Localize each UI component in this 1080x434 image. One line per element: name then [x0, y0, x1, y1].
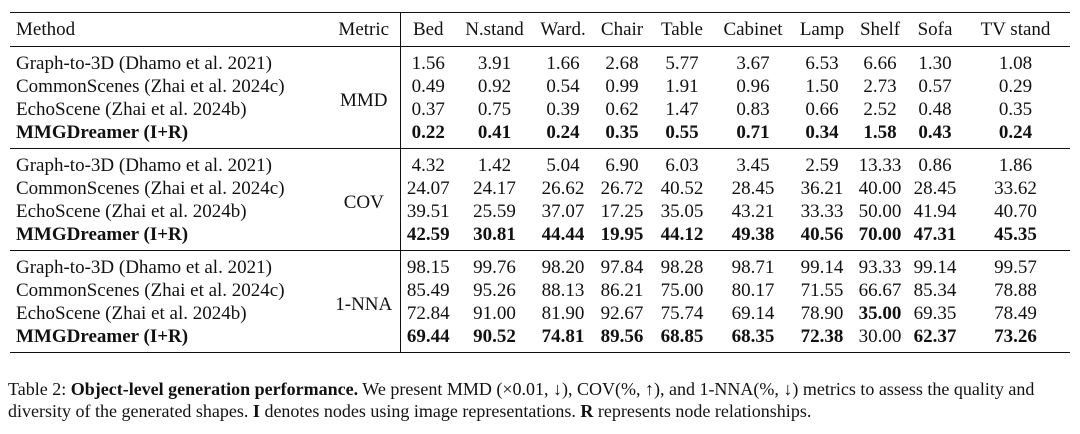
value-cell: 33.33 [800, 201, 844, 222]
value-cell: 24.07 [406, 178, 450, 199]
caption-text-3: represents node relationships. [593, 401, 812, 421]
value-cell: 72.38 [800, 326, 844, 347]
method-cell: CommonScenes (Zhai et al. 2024c) [16, 76, 285, 97]
value-cell: 78.88 [994, 280, 1037, 301]
value-cell: 44.44 [541, 224, 585, 245]
value-cell: 2.59 [805, 155, 839, 176]
value-cell: 66.67 [858, 280, 902, 301]
value-cell: 45.35 [994, 224, 1037, 245]
table-row [10, 325, 1070, 353]
value-cell: 0.24 [998, 122, 1033, 143]
value-cell: 28.45 [731, 178, 775, 199]
value-cell: 0.35 [605, 122, 639, 143]
value-cell: 81.90 [541, 303, 585, 324]
method-cell: Graph-to-3D (Dhamo et al. 2021) [16, 53, 272, 74]
value-cell: 1.30 [918, 53, 952, 74]
value-cell: 93.33 [858, 257, 902, 278]
value-cell: 0.35 [998, 99, 1033, 120]
value-cell: 1.50 [805, 76, 839, 97]
value-cell: 0.41 [477, 122, 512, 143]
value-cell: 41.94 [913, 201, 957, 222]
value-cell: 80.17 [731, 280, 775, 301]
method-cell: Graph-to-3D (Dhamo et al. 2021) [16, 257, 272, 278]
value-cell: 99.57 [994, 257, 1037, 278]
value-cell: 4.32 [411, 155, 445, 176]
value-cell: 91.00 [473, 303, 516, 324]
value-cell: 6.53 [805, 53, 839, 74]
caption-title: Object-level generation performance. [70, 379, 359, 399]
value-cell: 0.39 [546, 99, 580, 120]
value-cell: 49.38 [731, 224, 775, 245]
value-cell: 95.26 [473, 280, 516, 301]
value-cell: 50.00 [858, 201, 902, 222]
value-cell: 0.22 [411, 122, 445, 143]
value-cell: 0.49 [411, 76, 445, 97]
value-cell: 0.75 [477, 99, 512, 120]
value-cell: 0.43 [918, 122, 952, 143]
value-cell: 30.00 [858, 326, 902, 347]
value-cell: 86.21 [600, 280, 644, 301]
value-cell: 40.70 [994, 201, 1037, 222]
value-cell: 1.56 [411, 53, 445, 74]
table-caption [8, 378, 1074, 422]
value-cell: 0.55 [665, 122, 699, 143]
value-cell: 1.58 [863, 122, 897, 143]
header-col-sofa: Sofa [917, 19, 953, 40]
value-cell: 5.04 [546, 155, 580, 176]
value-cell: 0.71 [736, 122, 770, 143]
header-col-nstand: N.stand [465, 19, 524, 40]
value-cell: 98.15 [406, 257, 450, 278]
table-row [10, 98, 1070, 121]
value-cell: 0.96 [736, 76, 770, 97]
value-cell: 68.35 [731, 326, 775, 347]
value-cell: 13.33 [858, 155, 902, 176]
value-cell: 6.66 [863, 53, 897, 74]
value-cell: 44.12 [660, 224, 704, 245]
method-cell: EchoScene (Zhai et al. 2024b) [16, 303, 247, 324]
value-cell: 99.76 [473, 257, 516, 278]
value-cell: 6.90 [605, 155, 639, 176]
caption-text-2: denotes nodes using image representations. [259, 401, 581, 421]
value-cell: 75.00 [660, 280, 704, 301]
value-cell: 0.37 [411, 99, 445, 120]
value-cell: 1.66 [546, 53, 580, 74]
table-row [10, 200, 1070, 223]
value-cell: 24.17 [473, 178, 516, 199]
value-cell: 99.14 [800, 257, 844, 278]
value-cell: 0.34 [805, 122, 839, 143]
header-col-tvstand: TV stand [980, 19, 1051, 40]
table-row [10, 302, 1070, 325]
table-row [10, 223, 1070, 251]
value-cell: 92.67 [600, 303, 644, 324]
value-cell: 90.52 [473, 326, 516, 347]
value-cell: 88.13 [541, 280, 585, 301]
metric-group-2 [10, 251, 1070, 353]
metric-cell: 1-NNA [328, 251, 400, 353]
value-cell: 3.91 [477, 53, 512, 74]
value-cell: 0.29 [998, 76, 1033, 97]
value-cell: 62.37 [913, 326, 957, 347]
value-cell: 75.74 [660, 303, 704, 324]
value-cell: 70.00 [858, 224, 902, 245]
value-cell: 39.51 [406, 201, 450, 222]
method-cell: MMGDreamer (I+R) [16, 326, 189, 347]
method-cell: CommonScenes (Zhai et al. 2024c) [16, 280, 285, 301]
value-cell: 1.91 [665, 76, 699, 97]
value-cell: 1.08 [998, 53, 1033, 74]
method-cell: MMGDreamer (I+R) [16, 224, 189, 245]
value-cell: 2.73 [863, 76, 897, 97]
value-cell: 40.52 [660, 178, 704, 199]
value-cell: 33.62 [994, 178, 1037, 199]
value-cell: 43.21 [731, 201, 775, 222]
value-cell: 0.86 [918, 155, 952, 176]
header-col-cabinet: Cabinet [723, 19, 783, 40]
method-cell: CommonScenes (Zhai et al. 2024c) [16, 178, 285, 199]
value-cell: 28.45 [913, 178, 957, 199]
value-cell: 85.34 [913, 280, 957, 301]
table-row [10, 279, 1070, 302]
header-col-chair: Chair [600, 19, 644, 40]
value-cell: 36.21 [800, 178, 844, 199]
header-col-table: Table [661, 19, 703, 40]
header-col-ward: Ward. [540, 19, 586, 40]
value-cell: 99.14 [913, 257, 957, 278]
value-cell: 40.56 [800, 224, 844, 245]
value-cell: 26.62 [541, 178, 585, 199]
value-cell: 17.25 [600, 201, 644, 222]
value-cell: 78.90 [800, 303, 844, 324]
value-cell: 89.56 [600, 326, 644, 347]
method-cell: EchoScene (Zhai et al. 2024b) [16, 99, 247, 120]
value-cell: 98.71 [731, 257, 775, 278]
value-cell: 0.83 [736, 99, 770, 120]
value-cell: 35.00 [858, 303, 902, 324]
table-row [10, 177, 1070, 200]
value-cell: 69.35 [913, 303, 957, 324]
value-cell: 37.07 [541, 201, 585, 222]
metric-cell: MMD [328, 47, 400, 149]
metric-group-0 [10, 47, 1070, 149]
value-cell: 72.84 [406, 303, 450, 324]
caption-bold-i: I [252, 401, 260, 421]
value-cell: 73.26 [994, 326, 1037, 347]
header-method: Method [16, 19, 76, 40]
value-cell: 6.03 [665, 155, 699, 176]
value-cell: 0.99 [605, 76, 639, 97]
caption-label: Table 2: [8, 379, 71, 399]
header-col-lamp: Lamp [799, 19, 845, 40]
value-cell: 3.45 [736, 155, 770, 176]
value-cell: 0.66 [805, 99, 839, 120]
table-row [10, 149, 1070, 178]
caption-text-1: We present MMD (×0.01, ↓), COV(%, ↑), and 1-NNA(%, ↓) metrics to assess the quality and diversity of the generated shapes. [8, 379, 1035, 421]
value-cell: 42.59 [406, 224, 450, 245]
value-cell: 25.59 [473, 201, 516, 222]
value-cell: 2.52 [863, 99, 897, 120]
results-table-container [10, 12, 1070, 353]
value-cell: 2.68 [605, 53, 639, 74]
value-cell: 26.72 [600, 178, 644, 199]
value-cell: 68.85 [660, 326, 704, 347]
value-cell: 74.81 [541, 326, 585, 347]
value-cell: 97.84 [600, 257, 644, 278]
value-cell: 98.20 [541, 257, 585, 278]
value-cell: 35.05 [660, 201, 704, 222]
value-cell: 1.42 [477, 155, 512, 176]
value-cell: 47.31 [913, 224, 957, 245]
metric-cell: COV [328, 149, 400, 251]
value-cell: 85.49 [406, 280, 450, 301]
value-cell: 0.48 [918, 99, 952, 120]
method-cell: EchoScene (Zhai et al. 2024b) [16, 201, 247, 222]
metric-group-1 [10, 149, 1070, 251]
value-cell: 0.24 [546, 122, 580, 143]
value-cell: 69.14 [731, 303, 775, 324]
value-cell: 0.62 [605, 99, 639, 120]
value-cell: 69.44 [406, 326, 450, 347]
value-cell: 1.86 [998, 155, 1033, 176]
header-metric: Metric [328, 13, 400, 47]
value-cell: 40.00 [858, 178, 902, 199]
value-cell: 1.47 [665, 99, 699, 120]
table-row [10, 121, 1070, 149]
value-cell: 98.28 [660, 257, 704, 278]
caption-bold-r: R [580, 401, 594, 421]
value-cell: 0.54 [546, 76, 580, 97]
table-row [10, 251, 1070, 280]
table-row [10, 47, 1070, 76]
header-col-bed: Bed [412, 19, 444, 40]
value-cell: 5.77 [665, 53, 699, 74]
header-row [10, 13, 1070, 47]
value-cell: 78.49 [994, 303, 1037, 324]
value-cell: 0.57 [918, 76, 952, 97]
value-cell: 30.81 [473, 224, 516, 245]
method-cell: MMGDreamer (I+R) [16, 122, 189, 143]
table-row [10, 75, 1070, 98]
value-cell: 71.55 [800, 280, 844, 301]
header-col-shelf: Shelf [859, 19, 901, 40]
value-cell: 0.92 [477, 76, 512, 97]
value-cell: 19.95 [600, 224, 644, 245]
method-cell: Graph-to-3D (Dhamo et al. 2021) [16, 155, 272, 176]
results-table [10, 12, 1070, 353]
value-cell: 3.67 [736, 53, 770, 74]
